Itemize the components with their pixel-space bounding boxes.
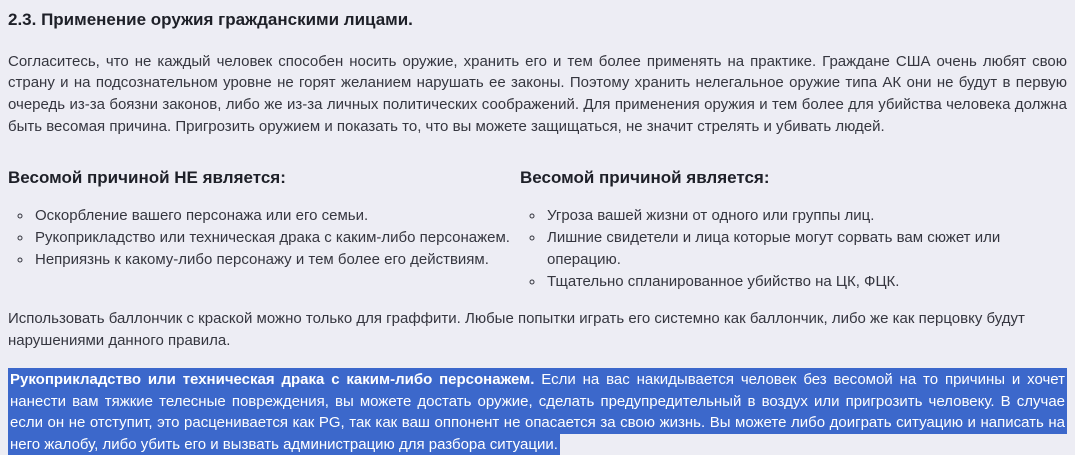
list-item: ◦ Лишние свидетели и лица которые могут сорвать вам сюжет или операцию. [545, 227, 1067, 271]
intro-paragraph: Согласитесь, что не каждый человек способен носить оружие, хранить его и тем более применять на практике. Граждане США очень любят свою страну и на подсознательном уровне не горят желанием нарушать ее законы. Поэтому хранить нелегальное оружие типа АК они не будут в первую очередь из-за боязни законов, либо же из-за личных политических соображений. Для применения оружия и тем более для убийства человека должна быть весомая причина. Пригрозить оружием и показать то, что вы можете защищаться, не значит стрелять и убивать людей. [8, 52, 1067, 135]
not-valid-reasons-heading: Весомой причиной НЕ является: [8, 167, 286, 187]
reasons-columns [8, 166, 1067, 293]
list-item: ◦ Рукоприкладство или техническая драка с каким-либо персонажем. [33, 227, 520, 249]
list-item: ◦ Оскорбление вашего персонажа или его семьи. [33, 205, 520, 227]
selected-paragraph [8, 369, 1067, 455]
spray-paint-paragraph: Использовать баллончик с краской можно только для граффити. Любые попытки играть его системно как баллончик, либо же как перцовку будут нарушениями данного правила. [8, 310, 1025, 350]
section-heading: 2.3. Применение оружия гражданскими лицами. [8, 10, 413, 29]
valid-reasons-heading: Весомой причиной является: [520, 167, 770, 187]
list-item: ◦ Тщательно спланированное убийство на ЦК, ФЦК. [545, 271, 1067, 293]
column-not-valid-reasons [8, 166, 520, 293]
text-selection-highlight[interactable] [8, 368, 1067, 455]
selected-paragraph-body: Если на вас накидывается человек без весомой на то причины и хочет нанести вам тяжкие телесные повреждения, вы можете достать оружие, сделать предупредительный в воздух или пригрозить человеку. В случае если он не отступит, это расценивается как PG, так как ваш оппонент не опасается за свою жизнь. Вы можете либо доиграть ситуацию и написать на него жалобу, либо убить его и вызвать администрацию для разбора ситуации. [10, 370, 1066, 454]
list-item: ◦ Неприязнь к какому-либо персонажу и тем более его действиям. [33, 249, 520, 271]
selected-paragraph-bold-lead: Рукоприкладство или техническая драка с каким-либо персонажем. [10, 370, 535, 388]
column-valid-reasons [520, 166, 1067, 293]
valid-reasons-list [520, 205, 1067, 292]
not-valid-reasons-list [8, 205, 520, 270]
list-item: ◦ Угроза вашей жизни от одного или группы лиц. [545, 205, 1067, 227]
